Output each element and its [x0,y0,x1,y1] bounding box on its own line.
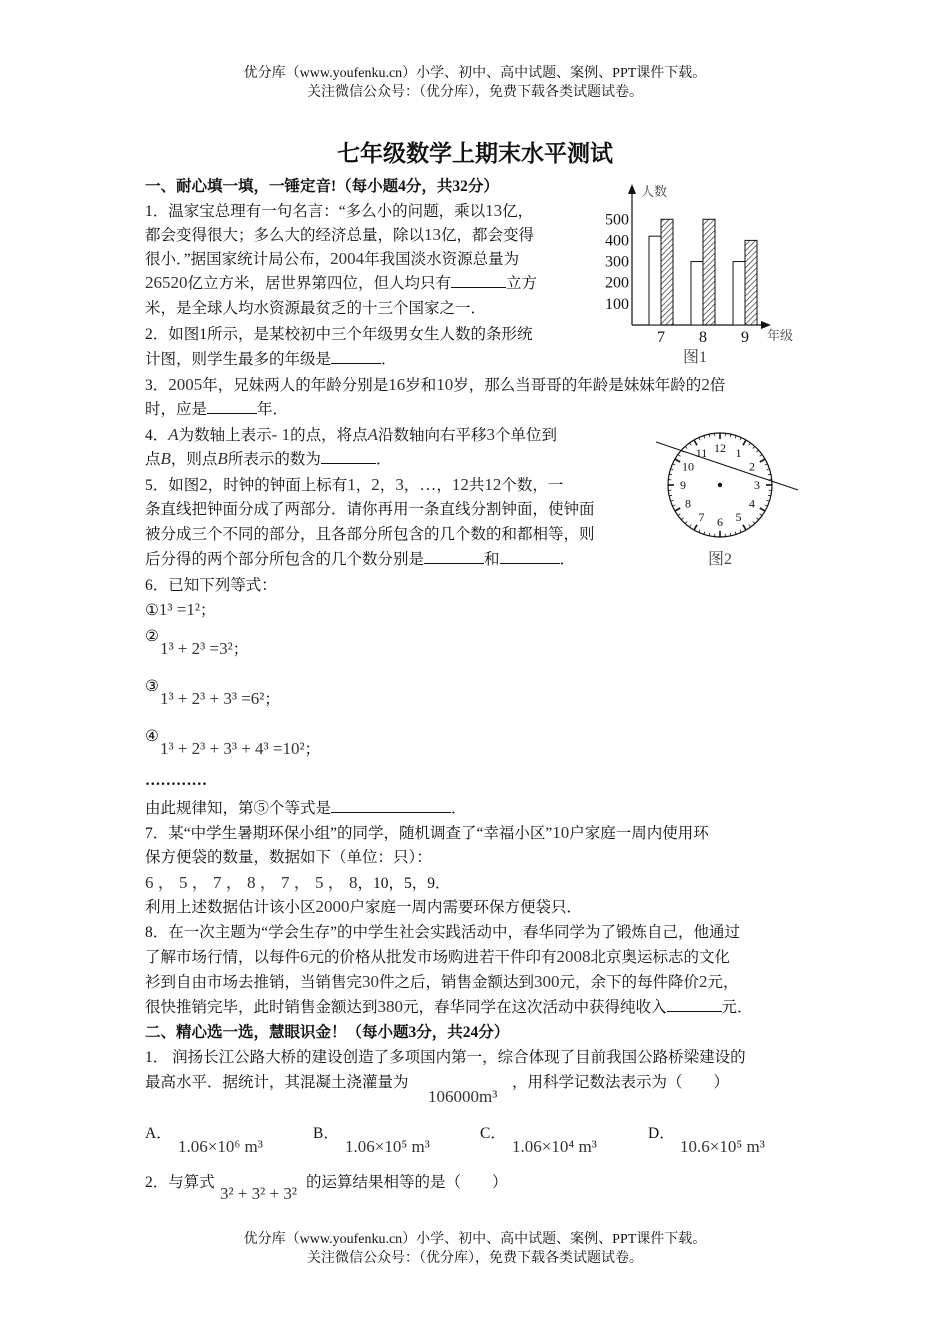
clock-tick [675,508,680,511]
clock-tick [699,530,700,533]
q7-line-4: 利用上述数据估计该小区2000户家庭一周内需要环保方便袋只． [145,897,583,916]
section-2-heading: 二、精心选一选，慧眼识金！（每小题3分，共24分） [145,1024,510,1041]
q2-answer-blank[interactable] [331,349,381,364]
chart-ytick-label: 400 [605,232,629,250]
clock-tick [681,518,683,520]
clock-tick [699,437,700,440]
clock-tick [749,525,751,527]
clock-tick [749,443,751,445]
clock-tick [765,464,768,465]
mc2-line-1b: 的运算结果相等的是（ ） [306,1174,508,1191]
chart-ytick-label: 500 [605,211,629,229]
q4-line-1: 4．A为数轴上表示- 1的点，将点A沿数轴向右平移3个单位到 [145,425,558,444]
mc1-line-1: 1． 润扬长江公路大桥的建设创造了多项国内第一，综合体现了目前我国公路桥梁建设的 [145,1049,746,1066]
clock-tick [735,436,736,439]
chart-ytick-label: 100 [605,295,629,313]
clock-tick [765,505,768,506]
q3-line-1: 3．2005年，兄妹两人的年龄分别是16岁和10岁，那么当哥哥的年龄是妹妹年龄的2倍 [145,375,726,394]
q6-eq-4: 1³ + 2³ + 3³ + 4³ =10²； [160,739,321,758]
q6-eq-3-label: ③ [145,678,159,695]
mc1-option-a-label[interactable]: A． [145,1125,172,1142]
q1-line-5: 米，是全球人均水资源最贫乏的十三个国家之一． [145,300,487,317]
clock-tick [675,459,680,462]
chart-ytick-label: 200 [605,274,629,292]
q2-line-1: 2．如图1所示，是某校初中三个年级男女生人数的条形统 [145,326,533,343]
clock-number: 9 [680,478,686,492]
clock-dividing-line [656,442,798,490]
clock-figure-2 [650,420,810,575]
clock-tick [760,514,762,516]
clock-tick [671,500,674,501]
clock-tick [753,521,755,523]
clock-number: 7 [698,510,705,525]
clock-number: 4 [749,496,756,511]
clock-number: 6 [717,515,723,529]
clock-tick [743,440,746,445]
page-header-line-2: 关注微信公众号：（优分库），免费下载各类试题试卷。 [307,85,643,100]
q6-eq-2-label: ② [145,628,159,645]
clock-tick [704,532,705,535]
page-footer-line-2: 关注微信公众号：（优分库），免费下载各类试题试卷。 [307,1251,643,1266]
clock-number: 10 [681,459,694,474]
mc1-option-d[interactable]: 10.6×10⁵ m³ [680,1137,765,1156]
chart-xtick-label: 8 [699,329,707,346]
q8-line-2: 了解市场行情，以每件6元的价格从批发市场购进若干件印有2008北京奥运标志的文化 [145,947,731,966]
clock-tick [704,436,705,439]
clock-tick [671,469,674,470]
bar-chart-figure-1 [595,180,810,370]
q6-eq-4-label: ④ [145,728,159,745]
clock-caption: 图2 [707,551,733,568]
q6-eq-1: ①1³ =1²； [145,600,216,619]
mc1-option-c-label[interactable]: C． [480,1125,506,1142]
mc2-line-1a: 2．与算式 [145,1174,215,1191]
chart-bar-girls-8 [703,219,715,325]
q8-line-3: 衫到自由市场去推销，当销售完30件之后，销售金额达到300元，余下的每件降价2元， [145,972,739,991]
clock-number: 5 [735,510,742,525]
q5-answer-blank-2[interactable] [500,549,560,564]
q5-line-3: 被分成三个不同的部分，且各部分所包含的几个数的和都相等，则 [145,526,595,543]
q6-line-2: 由此规律知，第⑤个等式是 ． [145,800,467,817]
q6-eq-2: 1³ + 2³ =3²； [160,639,249,658]
q1-line-3: 很小．”据国家统计局公布，2004年我国淡水资源总量为 [145,249,520,268]
clock-tick [753,446,755,448]
q7-line-2: 保方便袋的数量，数据如下（单位：只）： [145,849,432,866]
q5-line-1: 5．如图2，时钟的钟面上标有1，2，3，…，12共12个数，一 [145,475,564,494]
q5-line-4: 后分得的两个部分所包含的几个数分别是 和 ． [145,551,576,568]
clock-tick [672,464,675,465]
chart-ylabel: 人数 [641,184,668,199]
chart-xlabel: 年级 [767,328,794,343]
chart-bar-boys-8 [691,262,703,325]
clock-tick [756,518,758,520]
clock-tick [735,532,736,535]
clock-tick [767,500,770,501]
chart-bar-girls-7 [661,219,673,325]
clock-tick [740,437,741,440]
q2-line-2: 计图，则学生最多的年级是 ． [145,351,397,368]
q7-data-line: 6 ， 5 ， 7 ， 8 ， 7 ， 5 ， 8，10，5，9． [145,873,451,892]
mc1-line-2b: ，用科学记数法表示为（ ） [512,1074,730,1091]
clock-center-dot [718,483,722,487]
clock-tick [672,505,675,506]
mc1-option-b-label[interactable]: B． [313,1125,339,1142]
clock-tick [767,469,770,470]
chart-ytick-label: 300 [605,253,629,271]
q1-line-4: 26520亿立方米，居世界第四位，但人均只有 立方 [145,273,538,292]
clock-tick [678,514,680,516]
clock-number: 8 [684,496,691,511]
chart-bar-boys-9 [733,262,745,325]
page-footer-line-1: 优分库（www.youfenku.cn）小学、初中、高中试题、案例、PPT课件下载。 [243,1232,707,1247]
clock-number: 1 [735,445,742,460]
clock-tick [694,525,697,530]
clock-number: 2 [749,459,756,474]
q5-answer-blank-1[interactable] [424,549,484,564]
q7-line-1: 7．某“中学生暑期环保小组”的同学，随机调查了“幸福小区”10户家庭一周内使用环 [145,823,709,842]
mc1-option-d-label[interactable]: D． [648,1125,675,1142]
clock-tick [685,446,687,448]
clock-number: 3 [754,478,760,492]
q8-line-1: 8．在一次主题为“学会生存”的中学生社会实践活动中，春华同学为了锻炼自己，他通过 [145,924,741,941]
clock-tick [689,443,691,445]
clock-tick [694,440,697,445]
q1-line-1: 1．温家宝总理有一句名言：“多么小的问题，乘以13亿， [145,201,534,220]
q8-answer-blank[interactable] [667,997,722,1012]
clock-tick [743,525,746,530]
page-header-line-1: 优分库（www.youfenku.cn）小学、初中、高中试题、案例、PPT课件下载。 [243,66,707,81]
clock-tick [689,525,691,527]
mc1-option-b[interactable]: 1.06×10⁵ m³ [345,1137,430,1156]
clock-tick [760,459,765,462]
clock-number: 12 [714,441,726,455]
q4-answer-blank[interactable] [321,449,376,464]
clock-number: 11 [695,445,708,460]
page-title: 七年级数学上期末水平测试 [337,141,613,166]
q3-answer-blank[interactable] [207,399,257,414]
q6-eq-3: 1³ + 2³ + 3³ =6²； [160,689,280,708]
q3-line-2: 时，应是 年． [145,401,289,418]
mc2-expression: 3² + 3² + 3² [220,1184,297,1203]
mc1-value: 106000m³ [428,1087,498,1106]
section-1-heading: 一、耐心填一填，一锤定音!（每小题4分，共32分） [145,178,499,195]
chart-bar-girls-9 [745,240,757,325]
chart-xtick-label: 7 [657,329,665,346]
q5-line-2: 条直线把钟面分成了两部分．请你再用一条直线分割钟面，使钟面 [145,501,595,518]
mc1-line-2a: 最高水平．据统计，其混凝土浇灌量为 [145,1074,409,1091]
chart-y-arrow-icon [628,184,636,194]
q1-line-2: 都会变得很大；多么大的经济总量，除以13亿，都会变得 [145,225,535,244]
clock-tick [760,454,762,456]
clock-tick [756,450,758,452]
q8-line-4: 很快推销完毕，此时销售金额达到380元，春华同学在这次活动中获得纯收入 元． [145,997,753,1016]
clock-tick [678,454,680,456]
q6-answer-blank[interactable] [331,798,451,813]
chart-bar-boys-7 [649,236,661,325]
q1-answer-blank[interactable] [451,273,506,288]
mc1-option-a[interactable]: 1.06×10⁶ m³ [178,1137,263,1156]
q4-line-2: 点B，则点B所表示的数为 ． [145,449,392,468]
clock-tick [760,508,765,511]
mc1-option-c[interactable]: 1.06×10⁴ m³ [512,1137,597,1156]
q6-ellipsis: ………… [145,772,207,789]
clock-tick [685,521,687,523]
chart-caption: 图1 [682,349,708,366]
chart-xtick-label: 9 [741,329,749,346]
clock-tick [740,530,741,533]
q6-line-1: 6．已知下列等式： [145,577,277,594]
